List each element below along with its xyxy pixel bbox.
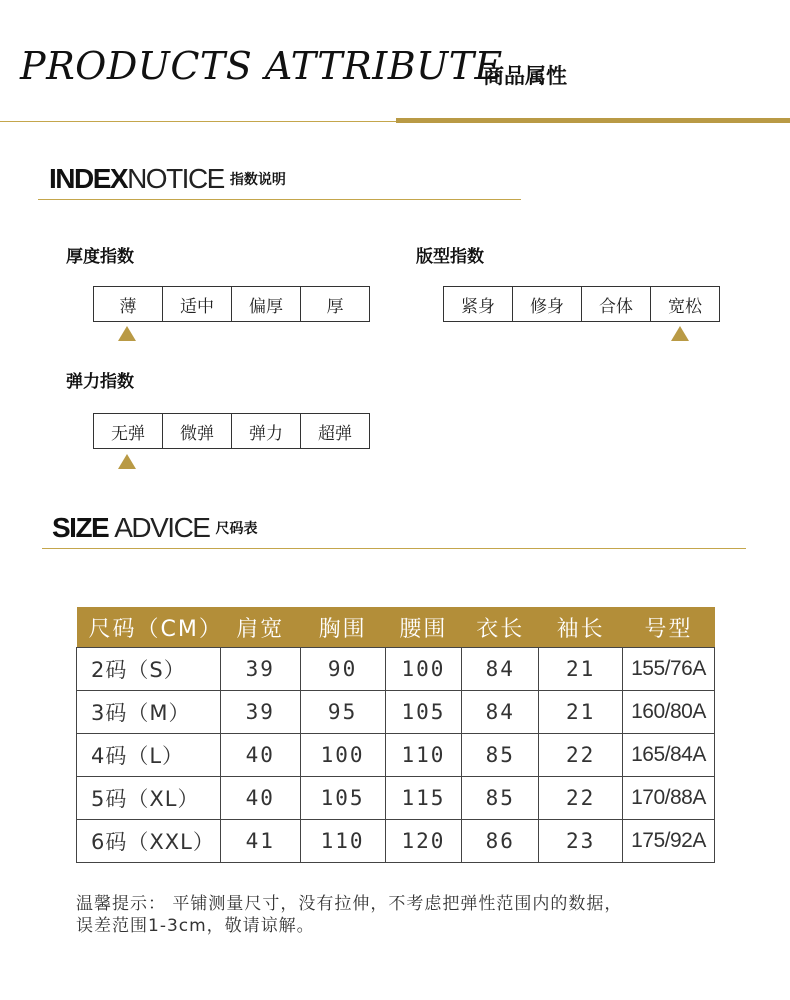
table-cell: 39 (220, 648, 300, 691)
fit-option: 紧身 (444, 287, 513, 321)
thickness-option: 厚 (326, 296, 344, 317)
thickness-option: 偏厚 (232, 287, 301, 321)
header-divider-thin (0, 121, 396, 122)
index-notice-bold: INDEX (49, 163, 128, 194)
size-table (76, 607, 715, 863)
table-cell: 40 (220, 777, 300, 820)
fit-label: 版型指数 (416, 247, 484, 267)
column-header: 衣长 (462, 607, 539, 648)
table-cell: 160/80A (623, 691, 715, 734)
thickness-option: 适中 (163, 287, 232, 321)
table-cell: 40 (220, 734, 300, 777)
elasticity-scale (93, 413, 370, 449)
table-cell: 2码（S） (77, 648, 221, 691)
index-notice-light: NOTICE (127, 163, 224, 194)
table-cell: 120 (385, 820, 462, 863)
header-divider-thick (396, 118, 790, 123)
table-cell: 23 (539, 820, 623, 863)
table-cell: 100 (300, 734, 385, 777)
index-notice-divider (38, 199, 521, 200)
table-cell: 95 (300, 691, 385, 734)
thickness-option: 薄 (94, 287, 163, 321)
table-cell: 110 (385, 734, 462, 777)
table-cell: 84 (462, 648, 539, 691)
table-cell: 110 (300, 820, 385, 863)
column-header: 胸围 (300, 607, 385, 648)
column-header: 号型 (623, 607, 715, 648)
table-cell: 115 (385, 777, 462, 820)
table-cell: 22 (539, 777, 623, 820)
index-notice-cn: 指数说明 (229, 172, 286, 188)
elasticity-option: 无弹 (94, 414, 163, 448)
column-header: 袖长 (539, 607, 623, 648)
table-cell: 105 (385, 691, 462, 734)
table-cell: 165/84A (623, 734, 715, 777)
table-cell: 105 (300, 777, 385, 820)
size-advice-bold: SIZE (52, 512, 109, 543)
fit-scale (443, 286, 720, 322)
size-advice-heading (52, 512, 257, 544)
table-cell: 21 (539, 691, 623, 734)
products-attribute-title: PRODUCTS ATTRIBUTE (20, 44, 503, 88)
table-cell: 3码（M） (77, 691, 221, 734)
size-advice-light: ADVICE (114, 512, 210, 543)
table-cell: 90 (300, 648, 385, 691)
size-note-line2: 误差范围1-3cm，敬请谅解。 (76, 916, 315, 936)
table-cell: 21 (539, 648, 623, 691)
size-note (76, 893, 776, 937)
thickness-scale (93, 286, 370, 322)
index-notice-heading (49, 163, 286, 195)
size-advice-cn: 尺码表 (215, 521, 258, 537)
fit-option: 合体 (582, 287, 651, 321)
elasticity-option: 超弹 (318, 423, 352, 444)
table-cell: 22 (539, 734, 623, 777)
table-row (77, 648, 715, 691)
table-cell: 4码（L） (77, 734, 221, 777)
elasticity-option: 弹力 (232, 414, 301, 448)
table-cell: 170/88A (623, 777, 715, 820)
size-table-header-row (77, 607, 715, 648)
elasticity-option: 微弹 (163, 414, 232, 448)
elasticity-indicator-icon (118, 454, 136, 469)
fit-option: 宽松 (668, 296, 702, 317)
column-header: 肩宽 (220, 607, 300, 648)
table-row (77, 734, 715, 777)
column-header: 尺码（CM） (77, 607, 221, 648)
products-attribute-cn-title: 商品属性 (483, 64, 567, 88)
fit-indicator-icon (671, 326, 689, 341)
table-row (77, 691, 715, 734)
size-note-line1: 温馨提示： 平铺测量尺寸，没有拉伸，不考虑把弹性范围内的数据， (76, 894, 623, 914)
table-cell: 155/76A (623, 648, 715, 691)
table-cell: 84 (462, 691, 539, 734)
table-cell: 100 (385, 648, 462, 691)
elasticity-label: 弹力指数 (66, 372, 134, 392)
table-cell: 5码（XL） (77, 777, 221, 820)
table-cell: 85 (462, 734, 539, 777)
table-cell: 41 (220, 820, 300, 863)
thickness-indicator-icon (118, 326, 136, 341)
table-row (77, 820, 715, 863)
size-advice-divider (42, 548, 746, 549)
table-cell: 6码（XXL） (77, 820, 221, 863)
table-cell: 85 (462, 777, 539, 820)
thickness-label: 厚度指数 (66, 247, 134, 267)
table-cell: 39 (220, 691, 300, 734)
table-row (77, 777, 715, 820)
fit-option: 修身 (513, 287, 582, 321)
column-header: 腰围 (385, 607, 462, 648)
table-cell: 175/92A (623, 820, 715, 863)
table-cell: 86 (462, 820, 539, 863)
